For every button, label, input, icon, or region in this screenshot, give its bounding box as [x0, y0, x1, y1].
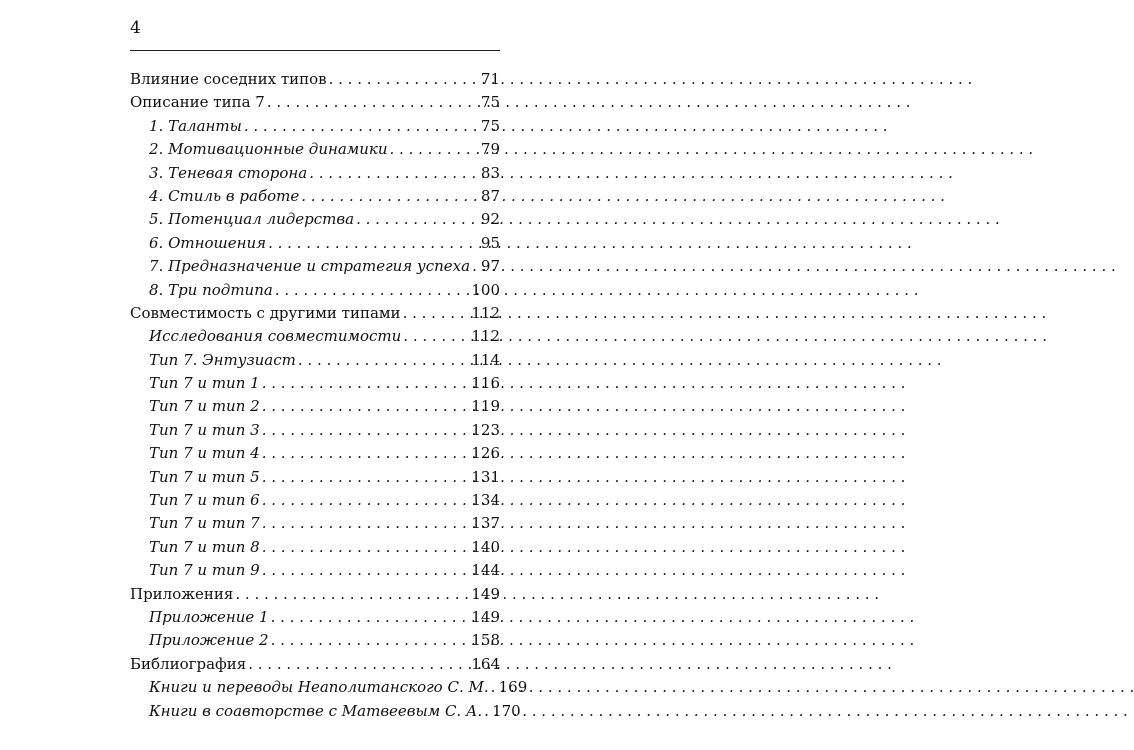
dot-leader: [244, 115, 479, 138]
toc-entry-title: 5. Потенциал лидерства: [149, 210, 355, 229]
toc-entry-page: 95: [480, 233, 500, 252]
toc-entry-page: 123: [471, 420, 500, 439]
toc-entry-page: 97: [480, 257, 500, 276]
toc-entry-title: Тип 7 и тип 5: [149, 467, 260, 486]
toc-entry-page: 170: [492, 701, 521, 720]
dot-leader: [403, 302, 470, 325]
dot-leader: [472, 255, 479, 278]
toc-entry-page: 75: [480, 116, 500, 135]
dot-leader: [271, 606, 470, 629]
toc-entry-page: 140: [471, 537, 500, 556]
dot-leader: [484, 700, 490, 723]
toc-entry-title: 2. Мотивационные динамики: [149, 140, 388, 159]
toc-subentry[interactable]: [130, 676, 528, 699]
toc-entry-page: 112: [471, 303, 500, 322]
toc-subentry[interactable]: [130, 559, 500, 582]
toc-entry-title: 4. Стиль в работе: [149, 186, 300, 205]
dot-leader: [262, 395, 470, 418]
toc-entry-title: Тип 7 и тип 2: [149, 397, 260, 416]
dot-leader: [403, 325, 469, 348]
dot-leader: [268, 232, 479, 255]
toc-entry-title: Книги и переводы Неаполитанского С. М.: [149, 678, 489, 697]
toc-entry-title: Приложение 2: [149, 631, 269, 650]
toc-entry[interactable]: [130, 302, 500, 325]
toc-entry-page: 116: [471, 374, 500, 393]
toc-entry-title: Приложения: [130, 584, 234, 603]
toc-subentry[interactable]: [130, 138, 500, 161]
dot-leader: [271, 629, 470, 652]
dot-leader: [491, 676, 497, 699]
toc-subentry[interactable]: [130, 466, 500, 489]
toc-subentry[interactable]: [130, 489, 500, 512]
toc-subentry[interactable]: [130, 395, 500, 418]
toc-subentry[interactable]: [130, 255, 500, 278]
toc-entry-title: 3. Теневая сторона: [149, 163, 308, 182]
toc-entry-title: 8. Три подтипа: [149, 280, 273, 299]
toc-subentry[interactable]: [130, 325, 500, 348]
dot-leader: [262, 536, 470, 559]
toc-subentry[interactable]: [130, 442, 500, 465]
page-number: 4: [130, 18, 141, 38]
toc-entry-page: 75: [480, 93, 500, 112]
toc-entry-title: Тип 7 и тип 8: [149, 537, 260, 556]
toc-entry[interactable]: [130, 583, 500, 606]
dot-leader: [301, 185, 479, 208]
toc-subentry[interactable]: [130, 512, 500, 535]
toc-entry-page: 158: [471, 631, 500, 650]
toc-subentry[interactable]: [130, 162, 500, 185]
header-divider: [130, 50, 500, 51]
toc-entry-title: Библиография: [130, 654, 247, 673]
dot-leader: [309, 162, 479, 185]
toc-entry-page: 149: [471, 607, 500, 626]
toc-subentry[interactable]: [130, 700, 521, 723]
toc-entry-page: 126: [471, 444, 500, 463]
dot-leader: [329, 68, 479, 91]
toc-entry[interactable]: [130, 653, 500, 676]
toc-subentry[interactable]: [130, 232, 500, 255]
toc-entry-page: 79: [480, 140, 500, 159]
toc-entry-title: Тип 7 и тип 4: [149, 444, 260, 463]
dot-leader: [262, 466, 470, 489]
toc-subentry[interactable]: [130, 536, 500, 559]
toc-subentry[interactable]: [130, 419, 500, 442]
toc-entry-page: 169: [498, 678, 528, 697]
dot-leader: [262, 512, 470, 535]
toc-entry-title: Тип 7 и тип 9: [149, 561, 260, 580]
toc-subentry[interactable]: [130, 208, 500, 231]
toc-entry-title: 6. Отношения: [149, 233, 267, 252]
toc-entry-title: Приложение 1: [149, 607, 269, 626]
dot-leader: [262, 442, 470, 465]
dot-leader: [262, 489, 470, 512]
toc-entry-title: Исследования совместимости: [149, 327, 402, 346]
toc-entry-page: 100: [471, 280, 500, 299]
dot-leader: [298, 349, 469, 372]
toc-entry-title: 1. Таланты: [149, 116, 242, 135]
toc-subentry[interactable]: [130, 606, 500, 629]
dot-leader: [262, 419, 470, 442]
toc-subentry[interactable]: [130, 372, 500, 395]
table-of-contents: [130, 68, 528, 723]
toc-entry-page: 164: [471, 654, 500, 673]
toc-entry[interactable]: [130, 91, 500, 114]
dot-leader: [390, 138, 479, 161]
toc-entry-title: 7. Предназначение и стратегия успеха: [149, 257, 471, 276]
toc-entry-title: Тип 7 и тип 6: [149, 491, 260, 510]
toc-entry-title: Тип 7 и тип 7: [149, 514, 260, 533]
toc-entry-title: Тип 7. Энтузиаст: [149, 350, 296, 369]
toc-subentry[interactable]: [130, 115, 500, 138]
toc-subentry[interactable]: [130, 349, 500, 372]
toc-entry-page: 119: [471, 397, 500, 416]
toc-entry-title: Тип 7 и тип 1: [149, 374, 260, 393]
dot-leader: [262, 372, 470, 395]
toc-entry-title: Описание типа 7: [130, 93, 265, 112]
toc-entry-page: 71: [480, 70, 500, 88]
toc-entry-title: Влияние соседних типов: [130, 70, 327, 88]
toc-entry-title: Тип 7 и тип 3: [149, 420, 260, 439]
dot-leader: [248, 653, 469, 676]
toc-entry-page: 114: [471, 350, 500, 369]
dot-leader: [235, 583, 469, 606]
dot-leader: [267, 91, 479, 114]
toc-subentry[interactable]: [130, 185, 500, 208]
toc-subentry[interactable]: [130, 629, 500, 652]
toc-entry-page: 144: [471, 561, 500, 580]
toc-entry-page: 149: [471, 584, 500, 603]
toc-entry-page: 134: [471, 491, 500, 510]
dot-leader: [262, 559, 470, 582]
toc-entry[interactable]: [130, 68, 500, 91]
toc-entry-page: 87: [480, 186, 500, 205]
toc-entry-title: Книги в соавторстве с Матвеевым С. А.: [149, 701, 483, 720]
toc-entry-title: Совместимость с другими типами: [130, 303, 401, 322]
dot-leader: [356, 208, 479, 231]
dot-leader: [275, 279, 470, 302]
toc-entry-page: 92: [480, 210, 500, 229]
toc-entry-page: 112: [471, 327, 500, 346]
toc-entry-page: 83: [480, 163, 500, 182]
toc-entry-page: 131: [471, 467, 500, 486]
toc-subentry[interactable]: [130, 279, 500, 302]
toc-entry-page: 137: [471, 514, 500, 533]
